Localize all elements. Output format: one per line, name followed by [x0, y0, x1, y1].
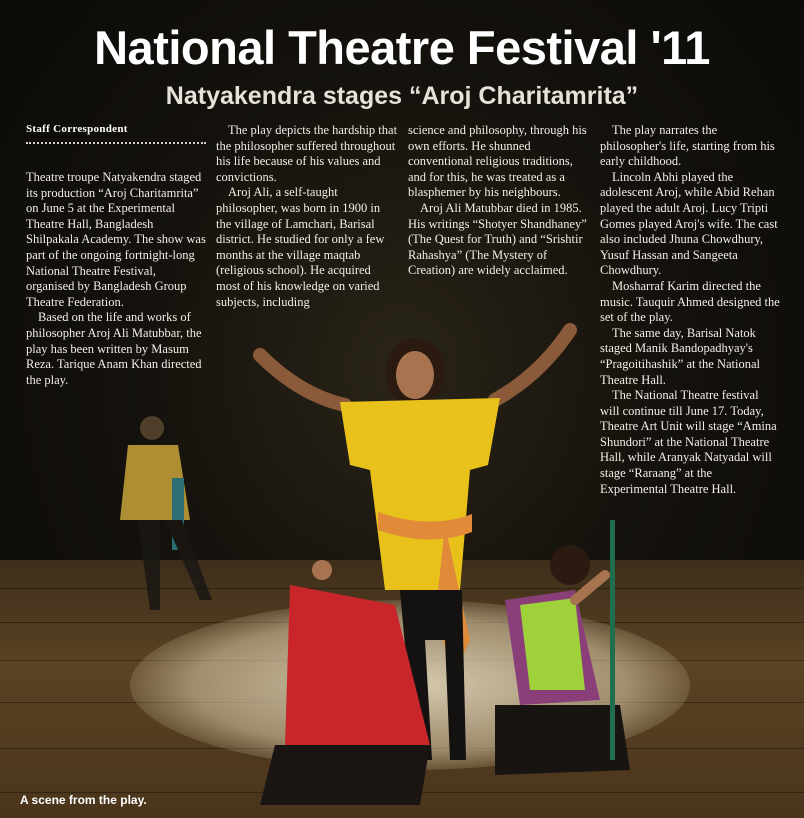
byline-divider	[26, 142, 206, 144]
paragraph: Lincoln Abhi played the adolescent Aroj, while Abid Rehan played the adult Aroj. Lucy Tripti Gomes played Aroj's wife. The cast also included Jhuna Chowdhury, Yusuf Hassan and Sangeeta Chowdhury.	[600, 169, 778, 278]
paragraph: science and philosophy, through his own efforts. He shunned conventional religious traditions, and for this, he was treated as a blasphemer by his neighbours.	[408, 123, 587, 200]
paragraph: The play depicts the hardship that the philosopher suffered throughout his life because of his values and convictions.	[216, 123, 398, 184]
paragraph: Mosharraf Karim directed the music. Tauquir Ahmed designed the set of the play.	[600, 278, 780, 325]
article-column-3	[408, 123, 590, 279]
paragraph: The same day, Barisal Natok staged Manik Bandopadhyay's “Pragoitihashik” at the National Theatre Hall.	[600, 325, 761, 387]
article-column-1	[26, 170, 206, 388]
article-column-2	[216, 123, 398, 310]
headline: National Theatre Festival '11	[94, 21, 710, 74]
kneeling-actor	[495, 520, 630, 775]
paragraph: Aroj Ali, a self-taught philosopher, was born in 1900 in the village of Lamchari, Barisal district. He studied for only a few months at the village maqtab (religious school). He acquired most of his knowledge on varied subjects, including	[216, 185, 385, 309]
paragraph: The play narrates the philosopher's life, starting from his early childhood.	[600, 123, 775, 169]
paragraph: Aroj Ali Matubbar died in 1985. His writings “Shotyer Shandhaney” (The Quest for Truth) and “Srishtir Rahashya” (The Mystery of Creation) are widely acclaimed.	[408, 200, 587, 278]
paragraph: Theatre troupe Natyakendra staged its production “Aroj Charitamrita” on June 5 at the Experimental Theatre Hall, Bangladesh Shilpakala Academy. The show was part of the ongoing fortnight-long National Theatre Festival, organised by Bangladesh Group Theatre Federation.	[26, 170, 206, 309]
background-actor	[120, 416, 212, 610]
paragraph: Based on the life and works of philosopher Aroj Ali Matubbar, the play has been written by Masum Reza. Tarique Anam Khan directed the play.	[26, 310, 202, 387]
subheadline: Natyakendra stages “Aroj Charitamrita”	[165, 82, 639, 110]
byline: Staff Correspondent	[26, 123, 128, 135]
article-column-4	[600, 123, 780, 497]
photo-caption: A scene from the play.	[20, 793, 147, 807]
paragraph: The National Theatre festival will continue till June 17. Today, Theatre Art Unit will stage “Amina Shundori” at the National Theatre Hall, while Aranyak Natyadal will stage “Raraang” at the Experimental Theatre Hall.	[600, 388, 777, 496]
